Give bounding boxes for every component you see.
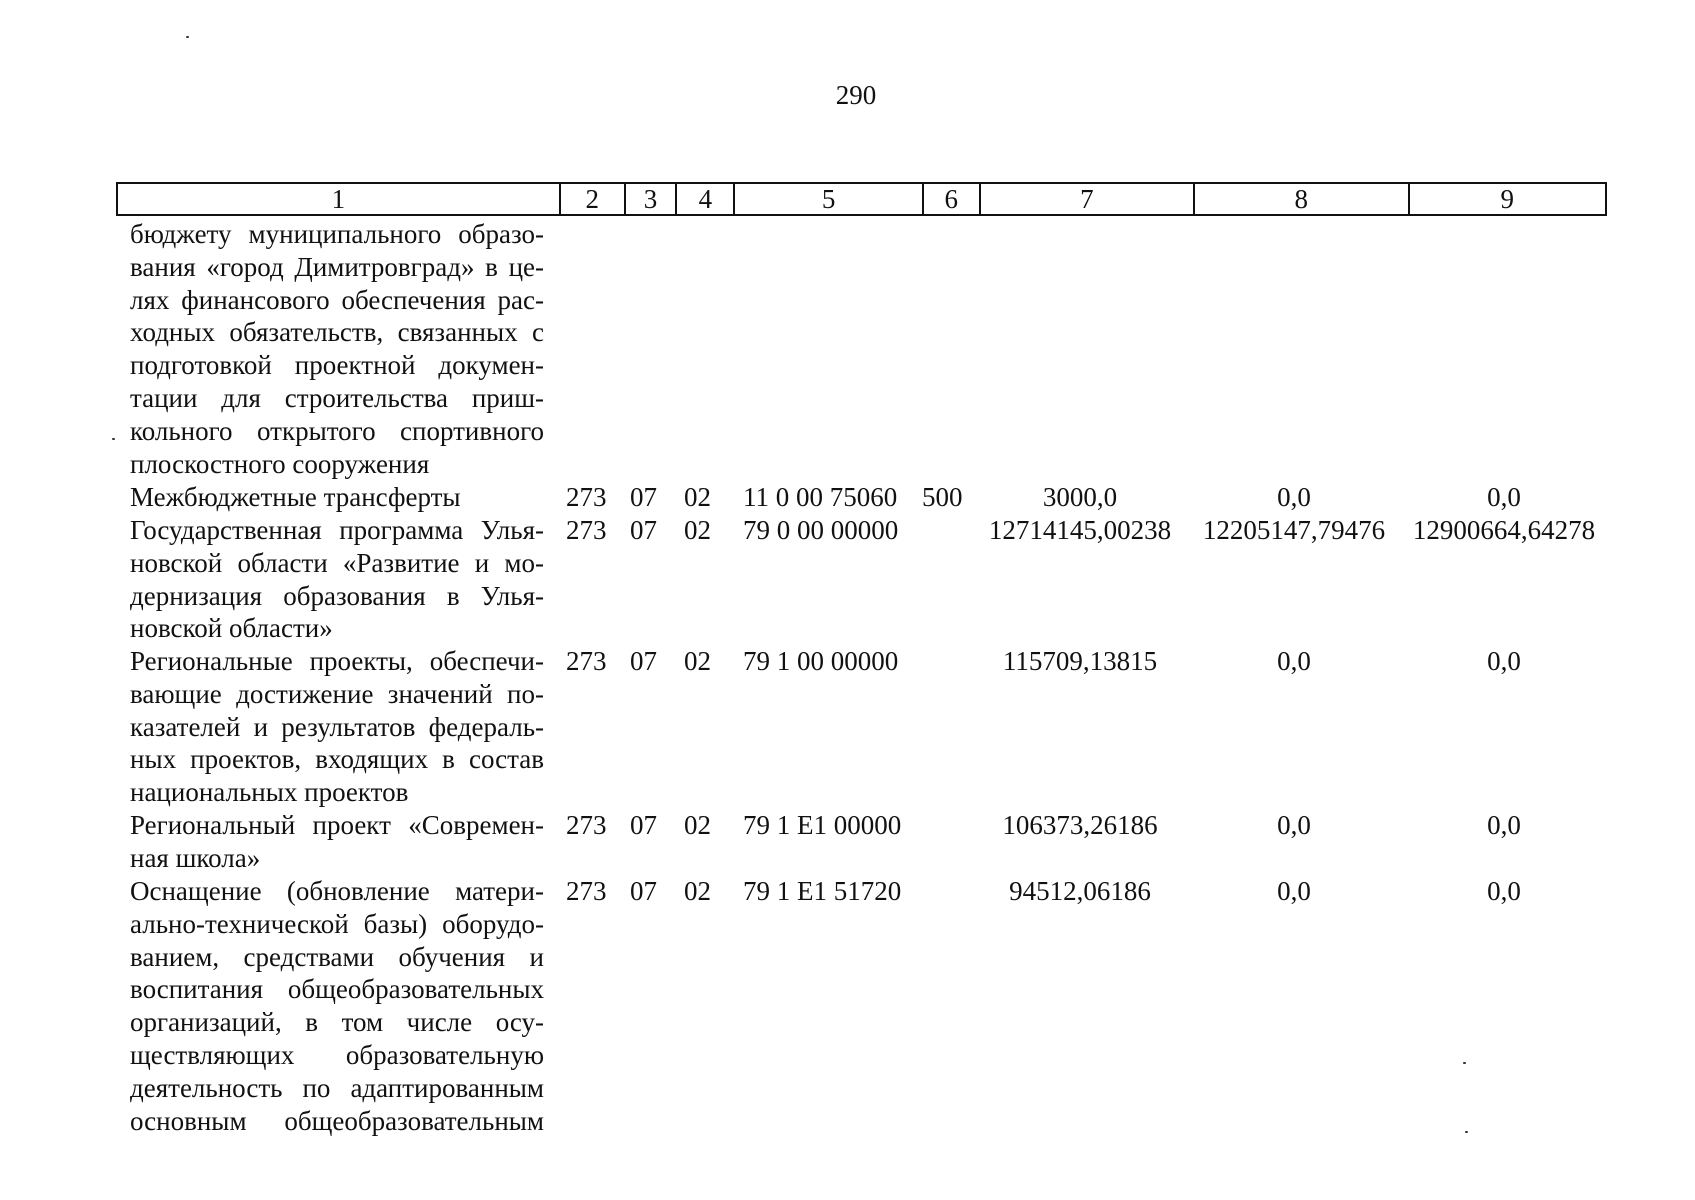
- row-description: [130, 218, 544, 480]
- cell-col-5: 79 1 00 00000: [743, 646, 899, 676]
- header-col-3: 3: [626, 184, 678, 214]
- cell-col-2: 273: [566, 515, 607, 545]
- cell-col-5: 79 0 00 00000: [743, 515, 899, 545]
- cell-col-4: 02: [684, 810, 711, 840]
- header-col-8: 8: [1195, 184, 1409, 214]
- description-line: ных проектов, входящих в состав: [130, 744, 544, 775]
- header-col-1: 1: [118, 184, 561, 214]
- cell-col-8: 0,0: [1277, 876, 1311, 906]
- description-line: подготовкой проектной докумен-: [130, 350, 544, 381]
- description-line: воспитания общеобразовательных: [130, 974, 544, 1005]
- header-col-9: 9: [1500, 184, 1514, 214]
- description-line: бюджету муниципального образо-: [130, 219, 544, 249]
- cell-col-8: 0,0: [1277, 646, 1311, 676]
- row-description: [130, 809, 544, 875]
- cell-col-4: 02: [684, 482, 711, 512]
- scan-speck: [1465, 1131, 1468, 1133]
- cell-col-8: 0,0: [1277, 810, 1311, 840]
- cell-col-3: 07: [630, 515, 657, 545]
- cell-col-4: 02: [684, 646, 711, 676]
- description-line: ходных обязательств, связанных с: [130, 317, 544, 348]
- scan-speck: [112, 438, 115, 440]
- description-line: организаций, в том числе осу-: [130, 1007, 544, 1038]
- row-description: [130, 645, 544, 809]
- cell-col-5: 79 1 E1 51720: [743, 876, 902, 906]
- cell-col-2: 273: [566, 646, 607, 676]
- description-line: основным общеобразовательным: [130, 1105, 544, 1136]
- header-col-4: 4: [677, 184, 735, 214]
- cell-col-5: 79 1 E1 00000: [743, 810, 902, 840]
- description-line: Оснащение (обновление матери-: [130, 876, 544, 906]
- description-line: ная школа»: [130, 842, 261, 873]
- cell-col-3: 07: [630, 876, 657, 906]
- row-description: [130, 514, 544, 645]
- description-line: дернизация образования в Улья-: [130, 580, 544, 611]
- description-line: плоскостного сооружения: [130, 448, 430, 479]
- header-col-2: 2: [561, 184, 626, 214]
- header-col-5: 5: [735, 184, 924, 214]
- description-line: ванием, средствами обучения и: [130, 941, 544, 972]
- description-line: лях финансового обеспечения рас-: [130, 284, 544, 315]
- cell-col-3: 07: [630, 646, 657, 676]
- description-line: кольного открытого спортивного: [130, 415, 544, 446]
- cell-col-2: 273: [566, 876, 607, 906]
- header-col-6: 6: [924, 184, 981, 214]
- cell-col-9: 0,0: [1487, 810, 1521, 840]
- cell-col-9: 0,0: [1487, 646, 1521, 676]
- cell-col-3: 07: [630, 482, 657, 512]
- cell-col-7: 94512,06186: [1009, 876, 1151, 906]
- description-line: ществляющих образовательную: [130, 1039, 544, 1070]
- cell-col-8: 12205147,79476: [1202, 515, 1386, 545]
- cell-col-4: 02: [684, 515, 711, 545]
- cell-col-9: 0,0: [1487, 876, 1521, 906]
- scan-speck: [186, 36, 189, 38]
- cell-col-2: 273: [566, 810, 607, 840]
- description-line: вающие достижение значений по-: [130, 678, 544, 709]
- description-line: Региональные проекты, обеспечи-: [130, 646, 544, 676]
- header-col-7: 7: [981, 184, 1195, 214]
- cell-col-4: 02: [684, 876, 711, 906]
- cell-col-6: 500: [922, 482, 963, 512]
- row-description: [130, 875, 544, 1137]
- table-header: [116, 182, 1607, 216]
- cell-col-7: 12714145,00238: [988, 515, 1172, 545]
- description-line: Межбюджетные трансферты: [130, 482, 461, 512]
- row-description: [130, 481, 544, 514]
- description-line: национальных проектов: [130, 777, 409, 808]
- cell-col-7: 115709,13815: [1002, 646, 1158, 676]
- cell-col-9: 12900664,64278: [1412, 515, 1596, 545]
- description-line: вания «город Димитровград» в це-: [130, 251, 544, 282]
- cell-col-7: 3000,0: [1042, 482, 1118, 512]
- description-line: деятельность по адаптированным: [130, 1072, 544, 1103]
- description-line: Государственная программа Улья-: [130, 515, 544, 545]
- description-line: казателей и результатов федераль-: [130, 711, 544, 742]
- cell-col-2: 273: [566, 482, 607, 512]
- scan-speck: [1463, 1062, 1466, 1064]
- cell-col-3: 07: [630, 810, 657, 840]
- description-line: новской области»: [130, 613, 333, 644]
- cell-col-8: 0,0: [1277, 482, 1311, 512]
- description-line: тации для строительства приш-: [130, 382, 544, 413]
- description-line: новской области «Развитие и мо-: [130, 547, 544, 578]
- cell-col-9: 0,0: [1487, 482, 1521, 512]
- cell-col-7: 106373,26186: [1002, 810, 1158, 840]
- description-line: Региональный проект «Современ-: [130, 810, 544, 840]
- description-line: ально-технической базы) оборудо-: [130, 908, 544, 939]
- page-number: 290: [835, 80, 877, 110]
- cell-col-5: 11 0 00 75060: [743, 482, 898, 512]
